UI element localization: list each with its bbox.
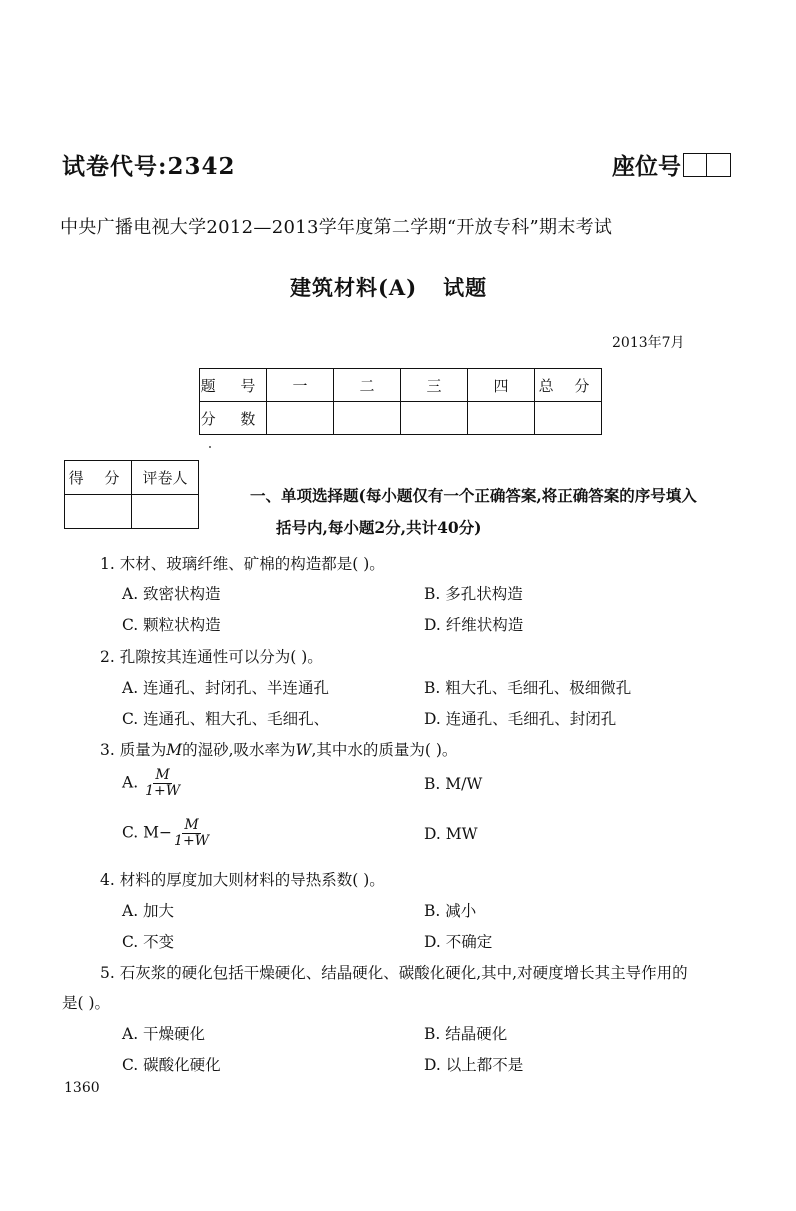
score-table-header-row — [200, 369, 602, 402]
option-a: A. 致密状构造 — [122, 585, 221, 603]
grader-table — [64, 460, 199, 529]
question-stem: 1. 木材、玻璃纤维、矿棉的构造都是( )。 — [100, 555, 385, 573]
grader-table-cell — [132, 495, 199, 529]
option-d: D. 以上都不是 — [424, 1056, 524, 1074]
option-c: C. 颗粒状构造 — [122, 616, 221, 634]
stray-mark — [209, 446, 211, 448]
paper-title — [290, 272, 487, 302]
fraction — [143, 768, 182, 799]
fraction-numerator: M — [155, 767, 170, 783]
question-stem-cont: 是( )。 — [62, 994, 111, 1012]
grader-table-cell — [65, 495, 132, 529]
option-b: B. 粗大孔、毛细孔、极细微孔 — [424, 679, 632, 697]
option-label: C. M− — [122, 823, 173, 842]
exam-title: 中央广播电视大学2012—2013学年度第二学期“开放专科”期末考试 — [60, 217, 613, 238]
seat-box — [683, 153, 707, 177]
score-table-cell: 总 分 — [535, 369, 602, 402]
paper-title-suffix: 试题 — [443, 275, 488, 300]
seat-boxes — [683, 153, 731, 177]
option-a: A. 干燥硬化 — [122, 1025, 206, 1043]
option-d: D. 不确定 — [424, 933, 493, 951]
question-stem: 2. 孔隙按其连通性可以分为( )。 — [100, 648, 323, 666]
option-c: C. 碳酸化硬化 — [122, 1056, 221, 1074]
option-b: B. 减小 — [424, 902, 477, 920]
option-label: A. — [122, 773, 139, 792]
option-d: D. MW — [424, 825, 478, 843]
page-number: 1360 — [64, 1080, 100, 1096]
score-table-cell: 四 — [468, 369, 535, 402]
option-d: D. 纤维状构造 — [424, 616, 524, 634]
grader-table-cell: 得 分 — [65, 461, 132, 495]
paper-title-main: 建筑材料(A) — [290, 275, 418, 300]
score-table-cell: 分 数 — [200, 402, 267, 435]
grader-table-header-row — [65, 461, 199, 495]
score-table-cell: 三 — [401, 369, 468, 402]
grader-table-blank-row — [65, 495, 199, 529]
seat-label: 座位号 — [612, 153, 681, 180]
score-table-score-row — [200, 402, 602, 435]
fraction-denominator: 1+W — [174, 833, 210, 849]
grader-table-cell: 评卷人 — [132, 461, 199, 495]
stem-text: 的湿砂,吸水率为 — [182, 741, 296, 759]
seat-number — [612, 148, 731, 181]
score-table-cell — [267, 402, 334, 435]
fraction-denominator: 1+W — [145, 783, 181, 799]
score-table-cell — [334, 402, 401, 435]
option-a — [122, 768, 182, 799]
score-table-cell: 二 — [334, 369, 401, 402]
question-stem: 4. 材料的厚度加大则材料的导热系数( )。 — [100, 871, 385, 889]
score-table-cell — [468, 402, 535, 435]
var-w: W — [295, 741, 312, 759]
seat-box — [707, 153, 731, 177]
option-b: B. M/W — [424, 775, 483, 793]
option-a: A. 加大 — [122, 902, 175, 920]
exam-date: 2013年7月 — [612, 335, 685, 351]
score-table-cell: 题 号 — [200, 369, 267, 402]
option-b: B. 多孔状构造 — [424, 585, 523, 603]
section-heading: 一、单项选择题(每小题仅有一个正确答案,将正确答案的序号填入 — [250, 486, 697, 505]
option-a: A. 连通孔、封闭孔、半连通孔 — [122, 679, 330, 697]
section-heading-cont: 括号内,每小题2分,共计40分) — [276, 518, 482, 537]
fraction — [172, 818, 211, 849]
var-m: M — [166, 741, 183, 759]
option-c: C. 不变 — [122, 933, 175, 951]
stem-text: ,其中水的质量为( )。 — [311, 741, 458, 759]
stem-text: 3. 质量为 — [100, 741, 167, 759]
option-d: D. 连通孔、毛细孔、封闭孔 — [424, 710, 617, 728]
option-b: B. 结晶硬化 — [424, 1025, 508, 1043]
question-stem: 5. 石灰浆的硬化包括干燥硬化、结晶硬化、碳酸化硬化,其中,对硬度增长其主导作用的 — [100, 964, 688, 982]
score-table-cell — [401, 402, 468, 435]
score-table-cell: 一 — [267, 369, 334, 402]
option-c — [122, 818, 211, 849]
option-c: C. 连通孔、粗大孔、毛细孔、 — [122, 710, 330, 728]
score-table — [199, 368, 602, 435]
score-table-cell — [535, 402, 602, 435]
question-stem — [100, 738, 457, 760]
paper-code: 试卷代号:2342 — [62, 153, 236, 180]
fraction-numerator: M — [184, 817, 199, 833]
